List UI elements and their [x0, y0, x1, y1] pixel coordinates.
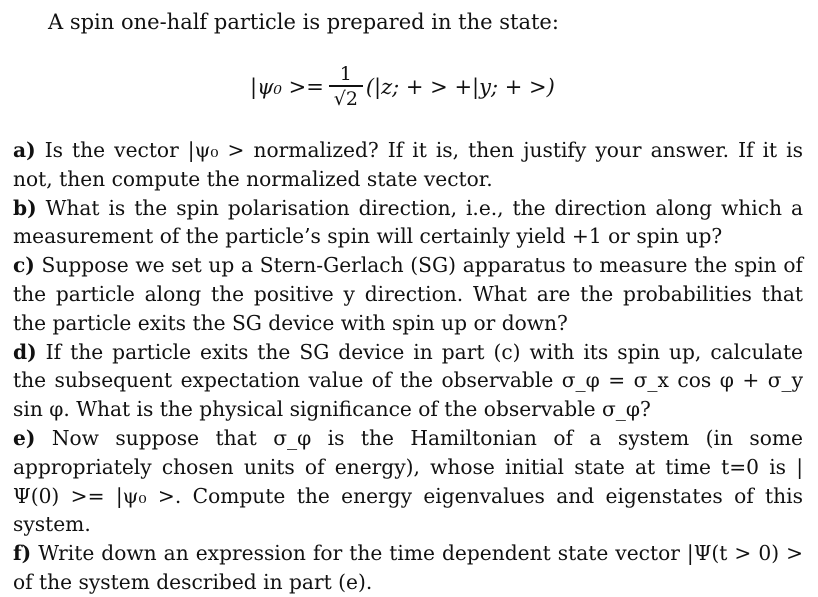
question-a [13, 136, 803, 194]
question-f [13, 539, 803, 597]
question-text: Suppose we set up a Stern-Gerlach (SG) apparatus to measure the spin of the particle along the positive y direction. What are the probabilities that the particle exits the SG device with spin up or down? [13, 253, 804, 335]
question-label: c) [13, 253, 35, 278]
fraction-denominator: √2 [333, 87, 358, 110]
state-equation [250, 52, 555, 122]
question-label: f) [13, 541, 32, 566]
equation-rhs: (|z; + > +|y; + >) [365, 75, 555, 99]
question-label: a) [13, 138, 36, 162]
question-c [13, 251, 803, 337]
question-d [13, 338, 803, 424]
question-text: What is the spin polarisation direction, i.e., the direction along which a measurement of the particle’s spin will certainly yield +1 or spin up? [13, 195, 803, 249]
question-label: d) [13, 339, 37, 364]
question-text: Now suppose that σ_φ is the Hamiltonian of a system (in some appropriately chosen units of energy), whose initial state at time t=0 is |Ψ(0) >= |ψ₀ >. Compute the energy eigenvalues and eigenstates of this system. [13, 425, 804, 537]
question-text: Write down an expression for the time dependent state vector |Ψ(t > 0) > of the system described in part (e). [13, 541, 803, 594]
question-text: If the particle exits the SG device in part (c) with its spin up, calculate the subsequent expectation value of the observable σ_φ = σ_x cos φ + σ_y sin φ. What is the physical significance of the observable σ_φ? [13, 339, 804, 422]
question-e [13, 424, 803, 539]
intro-text: A spin one-half particle is prepared in the state: [48, 10, 559, 34]
fraction-numerator: 1 [339, 63, 352, 86]
equation-fraction [329, 63, 363, 110]
question-b [13, 194, 803, 252]
question-label: b) [13, 195, 37, 220]
question-label: e) [13, 425, 36, 450]
question-list [13, 136, 803, 597]
equation-lhs: |ψ₀ >= [250, 75, 324, 99]
question-text: Is the vector |ψ₀ > normalized? If it is, then justify your answer. If it is not, then compute the normalized state vector. [13, 138, 803, 191]
